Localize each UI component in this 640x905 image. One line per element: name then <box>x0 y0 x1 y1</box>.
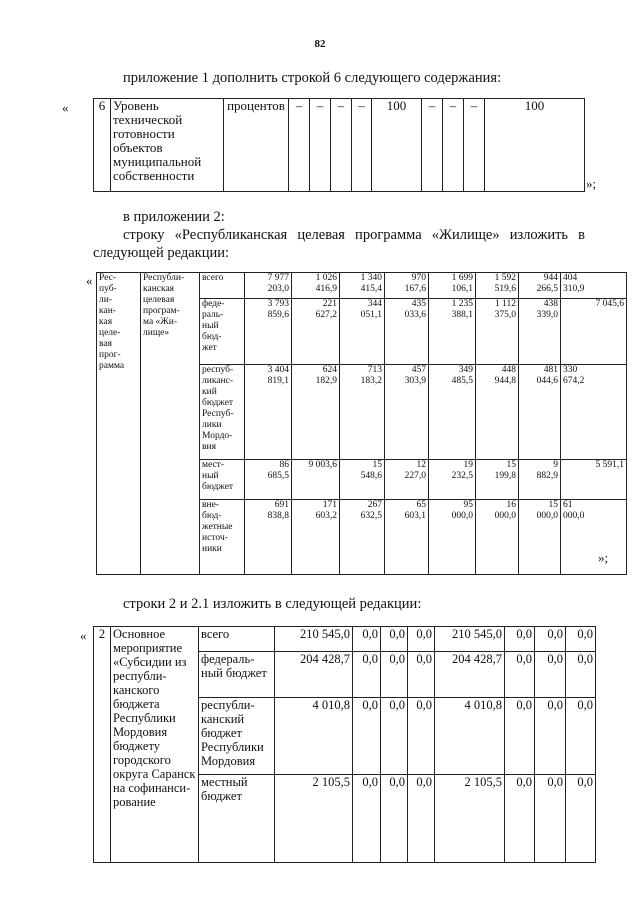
source-label: федераль-ный бюджет <box>199 652 275 698</box>
value-cell: 65 603,1 <box>385 500 429 575</box>
value-cell: 0,0 <box>566 775 596 863</box>
value-cell: 221 627,2 <box>292 299 340 365</box>
value-cell: 0,0 <box>408 652 435 698</box>
table1-close-quote: »; <box>586 176 597 191</box>
value-cell: 435 033,6 <box>385 299 429 365</box>
value-cell: 624 182,9 <box>292 365 340 460</box>
table2-close-quote: »; <box>598 550 609 565</box>
program-type-cell: Рес- пуб- ли- кан- кая целе- вая прог- рамма <box>97 273 141 575</box>
value-cell: 15 199,8 <box>476 460 519 500</box>
table-appendix-1-row-6 <box>93 98 585 192</box>
source-label: респуб- ликанс- кий бюджет Респуб- лики Мордо- вия <box>200 365 245 460</box>
row-number: 2 <box>94 627 111 863</box>
value-cell: 0,0 <box>353 698 381 775</box>
value-cell: 1 112 375,0 <box>476 299 519 365</box>
value-cell: 19 232,5 <box>429 460 476 500</box>
value-cell: 0,0 <box>381 775 408 863</box>
source-label: всего <box>199 627 275 652</box>
value-cell: 0,0 <box>381 652 408 698</box>
value-cell: 344 051,1 <box>340 299 385 365</box>
value-cell: 1 026 416,9 <box>292 273 340 299</box>
value-cell: – <box>443 99 464 192</box>
value-cell: 404 310,9 <box>561 273 627 299</box>
value-cell: 0,0 <box>566 652 596 698</box>
value-cell: – <box>352 99 372 192</box>
value-cell: 481 044,6 <box>519 365 561 460</box>
value-cell: 0,0 <box>535 775 566 863</box>
table3-open-quote: « <box>80 628 87 643</box>
value-cell: 5 591,1 <box>561 460 627 500</box>
value-cell: 0,0 <box>381 698 408 775</box>
intro-rows-2-2-1: строки 2 и 2.1 изложить в следующей редакции: <box>123 596 422 612</box>
value-cell: 100 <box>372 99 422 192</box>
program-name-cell: Республи- канская целевая програм- ма «Жи- лище» <box>141 273 200 575</box>
value-cell: 95 000,0 <box>429 500 476 575</box>
intro-appendix-2: в приложении 2: <box>123 209 225 225</box>
value-cell: 0,0 <box>353 627 381 652</box>
value-cell: 0,0 <box>505 652 535 698</box>
intro-program-line-1: строку «Республиканская целевая программа «Жилище» изложить в <box>123 227 585 243</box>
row-number: 6 <box>94 99 111 192</box>
value-cell: 2 105,5 <box>435 775 505 863</box>
value-cell: 1 235 388,1 <box>429 299 476 365</box>
value-cell: 0,0 <box>566 698 596 775</box>
table-rows-2-2-1 <box>93 626 596 863</box>
value-cell: 0,0 <box>535 627 566 652</box>
value-cell: 7 045,6 <box>561 299 627 365</box>
value-cell: 0,0 <box>505 698 535 775</box>
source-label: вне- бюд- жетные источ- ники <box>200 500 245 575</box>
value-cell: 691 838,8 <box>245 500 292 575</box>
source-label: местный бюджет <box>199 775 275 863</box>
source-label: всего <box>200 273 245 299</box>
table-housing-program <box>96 272 627 575</box>
value-cell: 0,0 <box>535 652 566 698</box>
value-cell: 16 000,0 <box>476 500 519 575</box>
value-cell: 210 545,0 <box>435 627 505 652</box>
value-cell: 0,0 <box>408 775 435 863</box>
value-cell: 1 699 106,1 <box>429 273 476 299</box>
value-cell: 267 632,5 <box>340 500 385 575</box>
value-cell: 1 592 519,6 <box>476 273 519 299</box>
table1-open-quote: « <box>62 100 69 115</box>
value-cell: 171 603,2 <box>292 500 340 575</box>
value-cell: 438 339,0 <box>519 299 561 365</box>
value-cell: 86 685,5 <box>245 460 292 500</box>
intro-program-line-2: следующей редакции: <box>93 245 230 261</box>
value-cell: 0,0 <box>353 775 381 863</box>
value-cell: 3 793 859,6 <box>245 299 292 365</box>
value-cell: – <box>310 99 331 192</box>
value-cell: – <box>464 99 485 192</box>
value-cell: 0,0 <box>408 698 435 775</box>
indicator-name: Уровень технической готовности объектов муниципальной собственности <box>111 99 224 192</box>
value-cell: 9 003,6 <box>292 460 340 500</box>
intro-appendix-1: приложение 1 дополнить строкой 6 следующего содержания: <box>123 70 502 86</box>
value-cell: – <box>331 99 352 192</box>
value-cell: 713 183,2 <box>340 365 385 460</box>
value-cell: 448 944,8 <box>476 365 519 460</box>
value-cell: 15 000,0 <box>519 500 561 575</box>
value-cell: 210 545,0 <box>275 627 353 652</box>
value-cell: 0,0 <box>566 627 596 652</box>
value-cell: 12 227,0 <box>385 460 429 500</box>
value-cell: 349 485,5 <box>429 365 476 460</box>
value-cell: 204 428,7 <box>275 652 353 698</box>
unit-cell: процентов <box>224 99 289 192</box>
value-cell: 0,0 <box>505 775 535 863</box>
value-cell: 4 010,8 <box>275 698 353 775</box>
source-label: республи-канский бюджет Республики Мордовия <box>199 698 275 775</box>
value-cell: 0,0 <box>408 627 435 652</box>
value-cell: 4 010,8 <box>435 698 505 775</box>
value-cell: 0,0 <box>353 652 381 698</box>
page-number: 82 <box>314 38 326 50</box>
value-cell: 15 548,6 <box>340 460 385 500</box>
measure-name: Основное мероприятие «Субсидии из республи-канского бюджета Республики Мордовия бюджету городского округа Саранск на софинанси-рование <box>111 627 199 863</box>
value-cell: 970 167,6 <box>385 273 429 299</box>
value-cell: 3 404 819,1 <box>245 365 292 460</box>
value-cell: 457 303,9 <box>385 365 429 460</box>
value-cell: – <box>422 99 443 192</box>
value-cell: 330 674,2 <box>561 365 627 460</box>
value-cell: 9 882,9 <box>519 460 561 500</box>
value-cell: 7 977 203,0 <box>245 273 292 299</box>
value-cell: 204 428,7 <box>435 652 505 698</box>
source-label: феде- раль- ный бюд- жет <box>200 299 245 365</box>
value-cell: 0,0 <box>505 627 535 652</box>
value-cell: 0,0 <box>381 627 408 652</box>
value-cell: – <box>289 99 310 192</box>
table2-open-quote: « <box>86 273 93 288</box>
value-cell: 100 <box>485 99 585 192</box>
source-label: мест- ный бюджет <box>200 460 245 500</box>
value-cell: 61 000,0 <box>561 500 627 575</box>
value-cell: 1 340 415,4 <box>340 273 385 299</box>
value-cell: 2 105,5 <box>275 775 353 863</box>
value-cell: 944 266,5 <box>519 273 561 299</box>
value-cell: 0,0 <box>535 698 566 775</box>
